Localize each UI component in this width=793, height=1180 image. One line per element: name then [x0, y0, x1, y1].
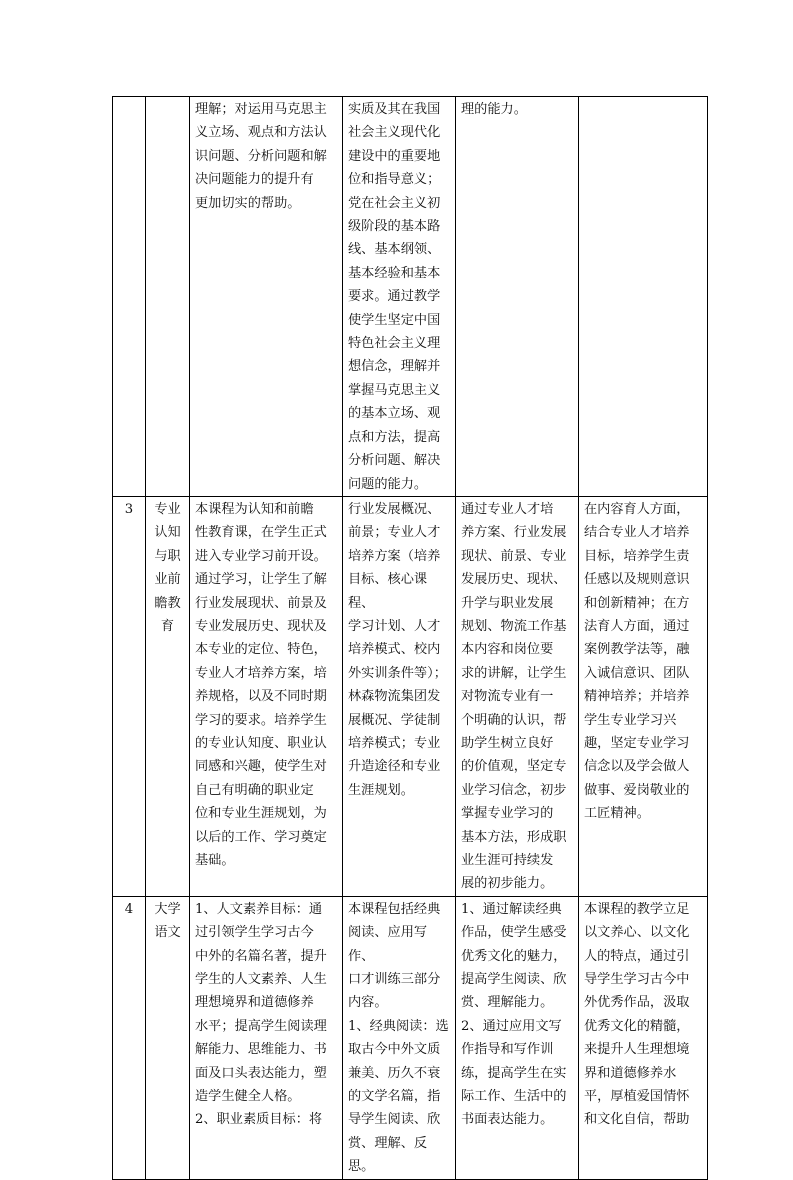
course-name-cell — [146, 97, 190, 497]
table-row — [113, 496, 708, 896]
course-name: 大学 语文 — [154, 901, 181, 941]
course-objectives-cell — [190, 97, 343, 497]
row-number: 4 — [124, 901, 134, 917]
course-content-cell — [343, 896, 456, 1179]
ideological-education: 本课程的教学立足 以文养心、以文化 人的特点，通过引 导学生学习古今中 外优秀作品，汲取 优秀文化的精髓， 来提升人生理想境 界和道德修养水 平，厚植爱国情怀 和文化自信，帮助 — [584, 901, 690, 1128]
course-content-cell — [343, 496, 456, 896]
row-number-cell — [113, 97, 146, 497]
course-objectives: 理解；对运用马克思主 义立场、观点和方法认 识问题、分析问题和解 决问题能力的提升有 更加切实的帮助。 — [195, 102, 327, 211]
teaching-requirements-cell — [456, 496, 579, 896]
course-name-cell — [146, 896, 190, 1179]
course-content-cell — [343, 97, 456, 497]
teaching-requirements-cell — [456, 97, 579, 497]
teaching-requirements: 理的能力。 — [461, 102, 527, 117]
table-row — [113, 97, 708, 497]
course-objectives-cell — [190, 496, 343, 896]
row-number-cell — [113, 496, 146, 896]
course-objectives-cell — [190, 896, 343, 1179]
course-name: 专业 认知 与职 业前 瞻教 育 — [154, 501, 181, 634]
course-table — [112, 96, 708, 1180]
ideology-cell — [579, 896, 708, 1179]
teaching-requirements: 通过专业人才培 养方案、行业发展 现状、前景、专业 发展历史、现状、 升学与职业发展 规划、物流工作基 本内容和岗位要 求的讲解，让学生 对物流专业有一 个明确的认识，帮 助学生树立良好 的价值观，坚定专 业学习信念，初步 掌握专业学习的 基本方法，形成职 业生涯可持续发 展的初步能力。 — [461, 501, 567, 892]
course-content: 实质及其在我国 社会主义现代化 建设中的重要地 位和指导意义； 党在社会主义初 级阶段的基本路 线、基本纲领、 基本经验和基本 要求。通过教学 使学生坚定中国 特色社会主义理 想信念，理解并 掌握马克思主义 的基本立场、观 点和方法，提高 分析问题、解决 问题的能力。 — [348, 102, 441, 492]
ideology-cell — [579, 496, 708, 896]
course-content: 本课程包括经典 阅读、应用写作、 口才训练三部分 内容。 1、经典阅读：选 取古今中外文质 兼美、历久不衰 的文学名篇，指 导学生阅读、欣 赏、理解、反思。 — [348, 901, 449, 1175]
course-objectives: 本课程为认知和前瞻 性教育课，在学生正式 进入专业学习前开设。 通过学习，让学生了解 行业发展现状、前景及 专业发展历史、现状及 本专业的定位、特色， 专业人才培养方案，培 养规格，以及不同时期 学习的要求。培养学生 的专业认知度、职业认 同感和兴趣，使学生对 自己有明确的职业定 位和专业生涯规划，为 以后的工作、学习奠定 基础。 — [195, 501, 327, 868]
course-name-cell — [146, 496, 190, 896]
course-content: 行业发展概况、 前景；专业人才 培养方案（培养 目标、核心课程、 学习计划、人才 培养模式、校内 外实训条件等）； 林森物流集团发 展概况、学徒制 培养模式；专业 升造途径和专业 生涯规划。 — [348, 501, 447, 798]
teaching-requirements-cell — [456, 896, 579, 1179]
table-row — [113, 896, 708, 1179]
course-objectives: 1、人文素养目标：通 过引领学生学习古今 中外的名篇名著，提升 学生的人文素养、人生 理想境界和道德修养 水平；提高学生阅读理 解能力、思维能力、书 面及口头表达能力，塑 造学生健全人格。 2、职业素质目标：将 — [195, 901, 327, 1128]
row-number: 3 — [124, 501, 134, 517]
ideological-education: 在内容育人方面， 结合专业人才培养 目标，培养学生责 任感以及规则意识 和创新精神；在方 法育人方面，通过 案例教学法等，融 入诚信意识、团队 精神培养；并培养 学生专业学习兴 趣，坚定专业学习 信念以及学会做人 做事、爱岗敬业的 工匠精神。 — [584, 501, 690, 822]
row-number-cell — [113, 896, 146, 1179]
teaching-requirements: 1、通过解读经典 作品，使学生感受 优秀文化的魅力， 提高学生阅读、欣 赏、理解能力。 2、通过应用文写 作指导和写作训 练，提高学生在实 际工作、生活中的 书面表达能力。 — [461, 901, 567, 1128]
ideology-cell — [579, 97, 708, 497]
